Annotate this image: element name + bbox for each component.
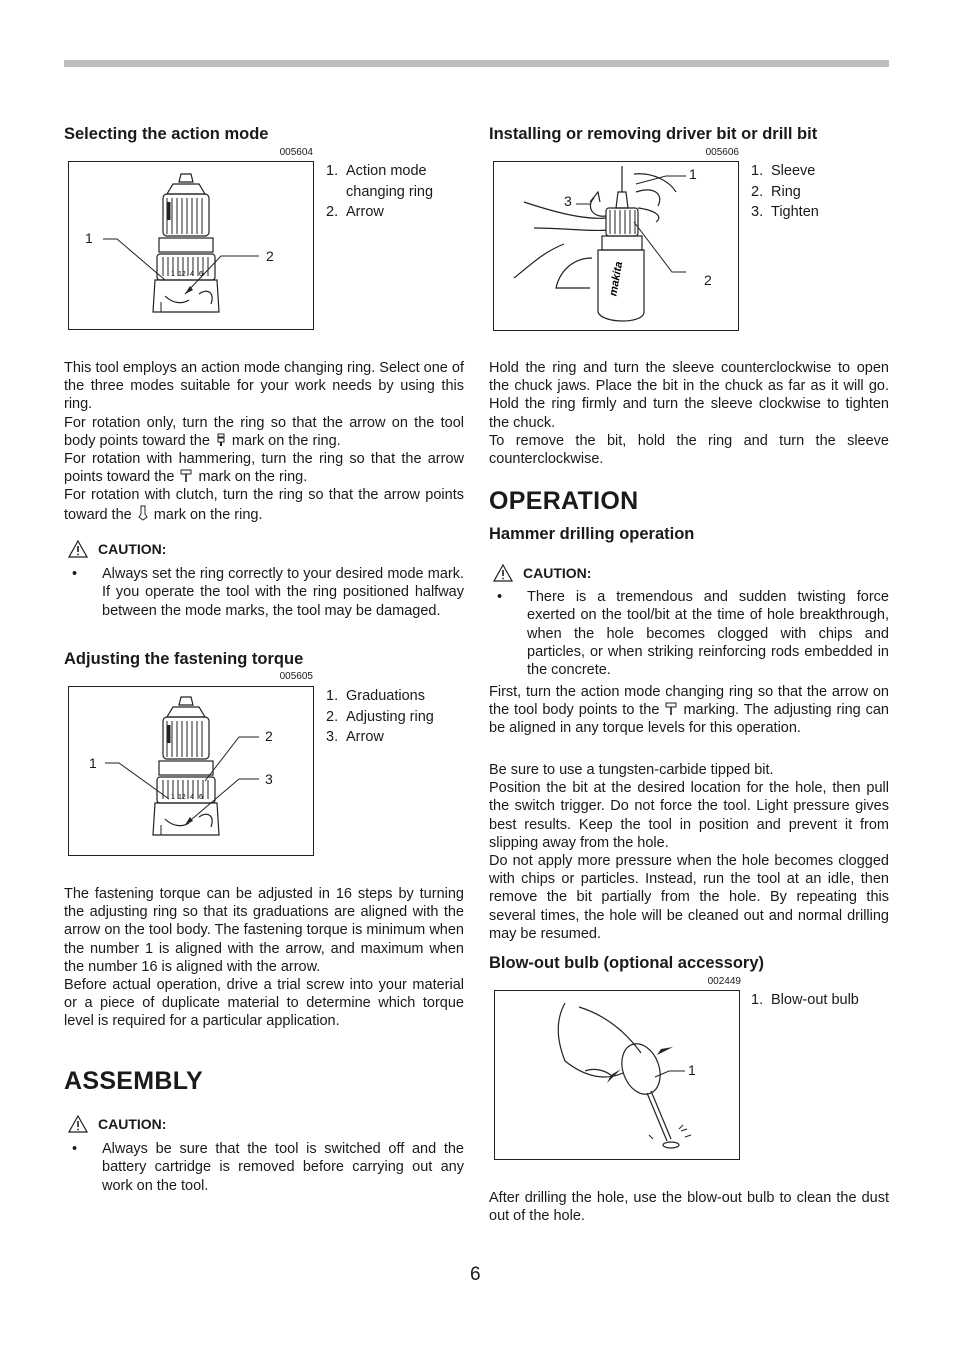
- page-number: 6: [470, 1264, 481, 1285]
- clutch-mode-icon: [138, 505, 148, 521]
- figure-code: 005604: [279, 147, 313, 158]
- brand-label: makita: [607, 260, 626, 298]
- torque-body: [64, 885, 464, 1031]
- paragraph: Do not apply more pressure when the hole becomes clogged with chips or particles. Instead, run the tool at an idle, then remove the bit partially from the hole. By repeating this several times, the hole will be cleaned out and normal drilling may be resumed.: [489, 853, 889, 942]
- figure-installing-bit: [493, 161, 739, 331]
- paragraph: Before actual operation, drive a trial screw into your material or a piece of duplicate material to determine which torque level is required for a particular application.: [64, 977, 464, 1030]
- figure-code: 002449: [707, 976, 741, 987]
- operation-body-2: [489, 761, 889, 943]
- caution-bullet: • There is a tremendous and sudden twisting force exerted on the tool/bit at the time of hole breakthrough, when the hole becomes clogged with chips and particles, or when striking reinforcing rods embedded in the concrete.: [497, 589, 889, 679]
- figure-code: 005605: [279, 671, 313, 682]
- legend-item: 2. Ring: [751, 183, 801, 200]
- callout-1: 1: [689, 166, 697, 182]
- paragraph: After drilling the hole, use the blow-out bulb to clean the dust out of the hole.: [489, 1190, 889, 1225]
- section-title-selecting: Selecting the action mode: [64, 125, 269, 143]
- subsection-title-hammer: Hammer drilling operation: [489, 525, 695, 543]
- callout-2: 2: [265, 728, 273, 744]
- warning-triangle-icon: [68, 1115, 88, 1133]
- scale-label: 6: [199, 271, 203, 278]
- callout-1: 1: [688, 1062, 696, 1078]
- paragraph: This tool employs an action mode changing ring. Select one of the three modes suitable for your work needs by using this ring.: [64, 360, 464, 413]
- scale-label: 1: [171, 271, 175, 278]
- paragraph: The fastening torque can be adjusted in 16 steps by turning the adjusting ring so that its graduations are aligned with the arrow on the tool body. The fastening torque is minimum when the number 1 is aligned with the arrow, and maximum when the number 16 is aligned with the arrow.: [64, 886, 464, 975]
- figure-legend: [326, 686, 466, 748]
- figure-legend: [751, 161, 891, 223]
- blowout-bulb-illustration: [495, 991, 739, 1159]
- legend-item: 3. Tighten: [751, 204, 819, 220]
- legend-item: 2. Arrow: [326, 204, 384, 220]
- legend-item: 1. Action mode changing ring: [326, 163, 434, 200]
- callout-1: 1: [85, 230, 93, 246]
- caution-heading: CAUTION:: [68, 540, 166, 558]
- figure-code: 005606: [705, 147, 739, 158]
- paragraph: For rotation with hammering, turn the ring so that the arrow points toward the mark on the ring.: [64, 451, 464, 486]
- legend-item: 1. Blow-out bulb: [751, 992, 859, 1008]
- legend-item: 2. Adjusting ring: [326, 708, 434, 725]
- hammer-mode-icon: [665, 702, 677, 716]
- warning-triangle-icon: [68, 540, 88, 558]
- scale-label: 12: [178, 794, 186, 801]
- chuck-illustration: [69, 687, 313, 855]
- caution-heading: CAUTION:: [68, 1115, 166, 1133]
- blowout-body: [489, 1189, 889, 1225]
- section-title-blowout: Blow-out bulb (optional accessory): [489, 954, 765, 972]
- paragraph: To remove the bit, hold the ring and turn the sleeve counterclockwise.: [489, 432, 889, 468]
- selecting-body: [64, 359, 464, 524]
- chuck-illustration: [69, 162, 313, 329]
- legend-item: 1. Graduations: [326, 688, 425, 704]
- paragraph: First, turn the action mode changing ring so that the arrow on the tool body points to the marking. The adjusting ring can be aligned in any torque levels for this operation.: [489, 684, 889, 737]
- figure-torque: [68, 686, 314, 856]
- drill-with-hands-illustration: [494, 162, 738, 330]
- legend-item: 1. Sleeve: [751, 163, 816, 179]
- hammer-mode-icon: [180, 469, 192, 483]
- drill-mode-icon: [216, 433, 226, 447]
- section-title-torque: Adjusting the fastening torque: [64, 650, 304, 668]
- operation-body-1: [489, 683, 889, 738]
- callout-2: 2: [266, 248, 274, 264]
- scale-label: 1: [171, 794, 175, 801]
- callout-3: 3: [265, 771, 273, 787]
- legend-item: 3. Arrow: [326, 729, 384, 745]
- scale-label: 6: [199, 794, 203, 801]
- figure-blowout-bulb: [494, 990, 740, 1160]
- scale-label: 4: [190, 794, 194, 801]
- figure-action-mode: [68, 161, 314, 330]
- section-title-installing: Installing or removing driver bit or drill bit: [489, 125, 818, 143]
- figure-legend: [326, 161, 466, 223]
- installing-body: [489, 359, 889, 468]
- figure-legend: [751, 990, 891, 1011]
- paragraph: Be sure to use a tungsten-carbide tipped bit.: [489, 762, 774, 778]
- section-heading-assembly: ASSEMBLY: [64, 1067, 204, 1095]
- caution-heading: CAUTION:: [493, 564, 591, 582]
- caution-bullet: • Always be sure that the tool is switched off and the battery cartridge is removed before carrying out any work on the tool.: [72, 1141, 464, 1194]
- paragraph: For rotation with clutch, turn the ring so that the arrow points toward the mark on the ring.: [64, 487, 464, 523]
- callout-2: 2: [704, 272, 712, 288]
- paragraph: Position the bit at the desired location for the hole, then pull the switch trigger. Do not force the tool. Light pressure gives best results. Keep the tool in position and prevent it from slipping away from the hole.: [489, 780, 889, 851]
- header-rule: [64, 60, 889, 67]
- callout-3: 3: [564, 193, 572, 209]
- section-heading-operation: OPERATION: [489, 487, 639, 515]
- paragraph: For rotation only, turn the ring so that the arrow on the tool body points toward the mark on the ring.: [64, 414, 464, 449]
- scale-label: 4: [190, 271, 194, 278]
- warning-triangle-icon: [493, 564, 513, 582]
- callout-1: 1: [89, 755, 97, 771]
- paragraph: Hold the ring and turn the sleeve counterclockwise to open the chuck jaws. Place the bit in the chuck as far as it will go. Hold the ring firmly and turn the sleeve clockwise to tighten the chuck.: [489, 360, 889, 431]
- scale-label: 12: [178, 271, 186, 278]
- caution-bullet: • Always set the ring correctly to your desired mode mark. If you operate the tool with the ring positioned halfway between the mode marks, the tool may be damaged.: [72, 566, 464, 619]
